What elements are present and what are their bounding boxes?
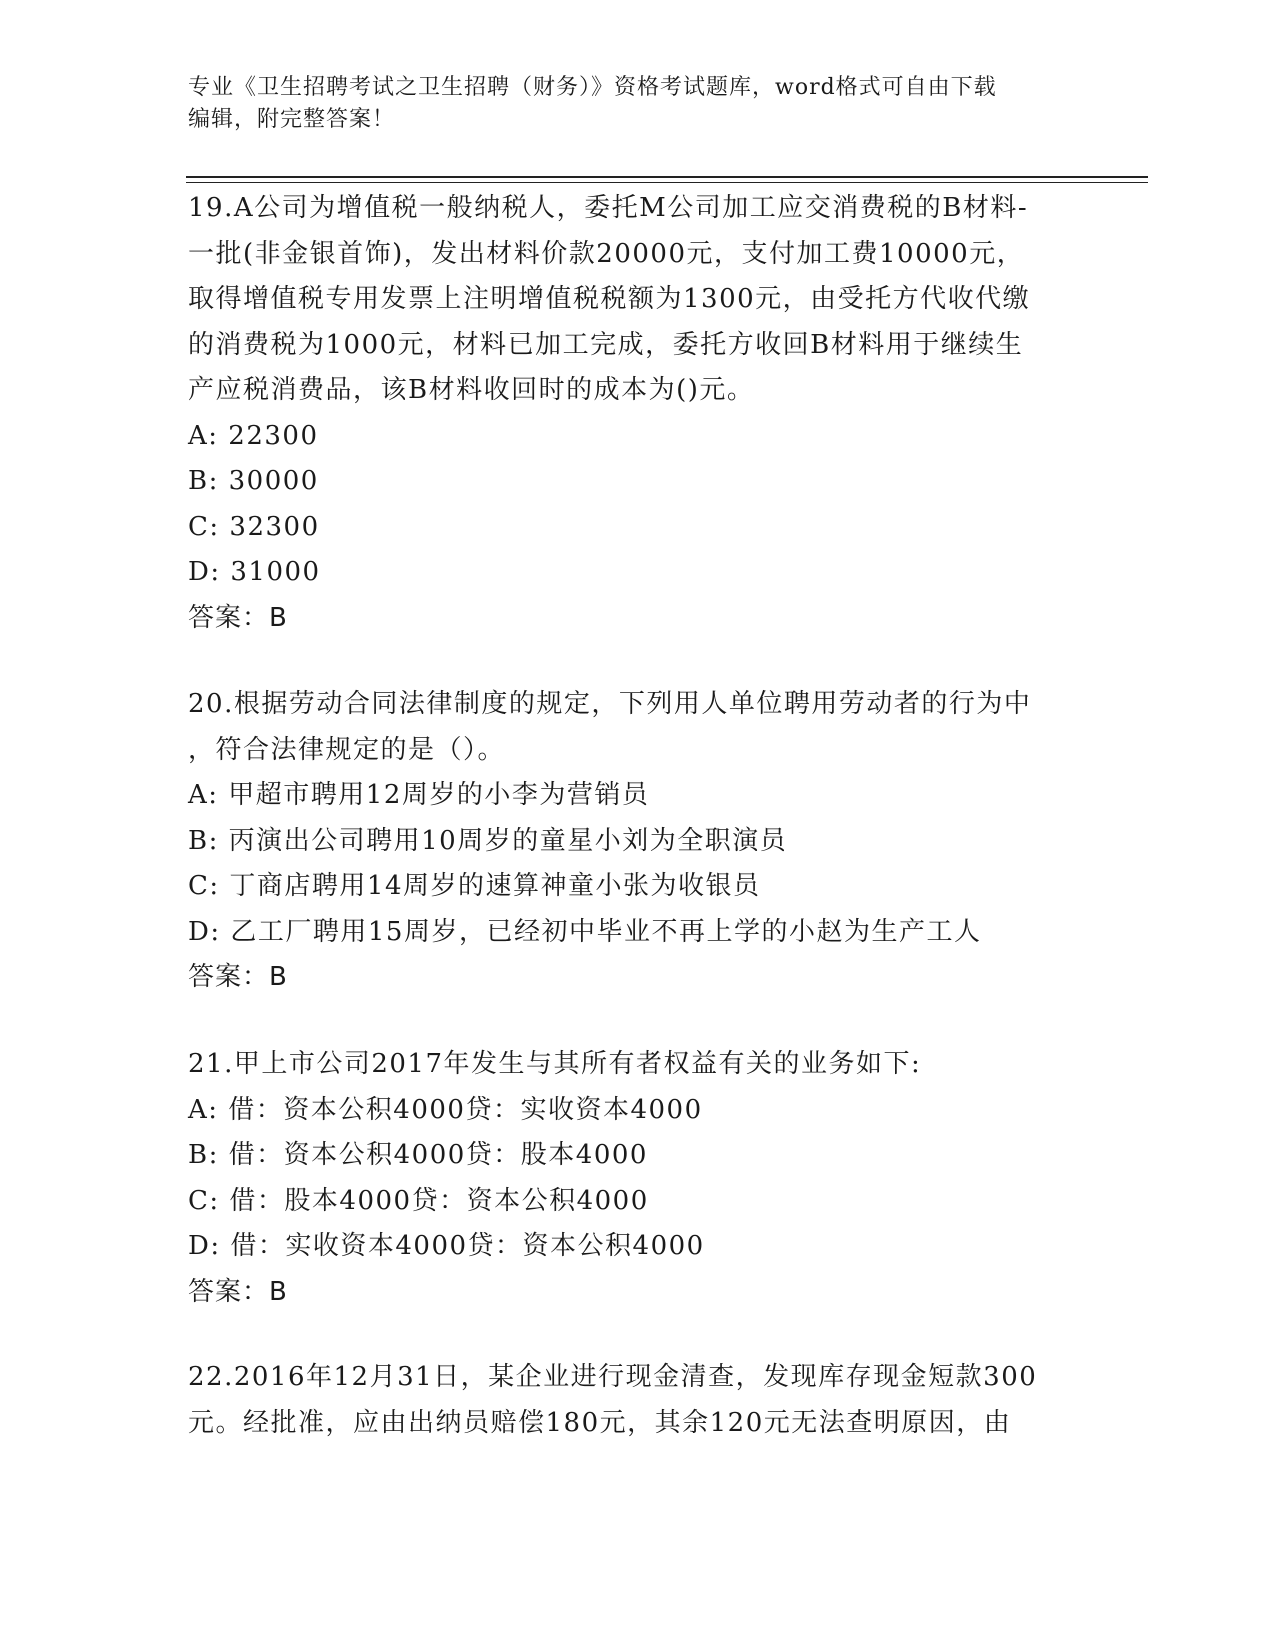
question-text-line: 产应税消费品，该B材料收回时的成本为()元。 [188, 375, 755, 405]
option-d: D: 乙工厂聘用15周岁，已经初中毕业不再上学的小赵为生产工人 [188, 916, 982, 947]
option-a: A: 借：资本公积4000贷：实收资本4000 [188, 1094, 703, 1125]
header-divider-thin [186, 182, 1148, 183]
option-c: C: 借：股本4000贷：资本公积4000 [188, 1185, 649, 1216]
page-header [188, 72, 1088, 136]
question-text-line: 取得增值税专用发票上注明增值税税额为1300元，由受托方代收代缴 [188, 284, 1031, 314]
option-d: D: 31000 [188, 557, 321, 587]
answer: 答案：B [188, 602, 288, 633]
header-line: 编辑，附完整答案！ [188, 107, 396, 132]
header-divider-thick [186, 176, 1148, 178]
header-line: 专业《卫生招聘考试之卫生招聘（财务）》资格考试题库，word格式可自由下载 [188, 75, 997, 100]
question-text-line: 元。经批准，应由出纳员赔偿180元，其余120元无法查明原因，由 [188, 1407, 1012, 1438]
question-text-line: 22.2016年12月31日，某企业进行现金清查，发现库存现金短款300 [188, 1362, 1038, 1392]
option-c: C: 32300 [188, 511, 320, 542]
option-a: A: 22300 [188, 420, 319, 451]
question-21 [188, 1042, 1088, 1315]
question-text-line: 一批(非金银首饰)，发出材料价款20000元，支付加工费10000元， [188, 238, 1025, 269]
option-a: A: 甲超市聘用12周岁的小李为营销员 [188, 780, 650, 810]
question-text-line: 的消费税为1000元，材料已加工完成，委托方收回B材料用于继续生 [188, 329, 1024, 360]
question-text-line: 20.根据劳动合同法律制度的规定，下列用人单位聘用劳动者的行为中 [188, 689, 1032, 719]
question-text-line: ，符合法律规定的是（）。 [188, 734, 506, 765]
answer: 答案：B [188, 1276, 288, 1307]
question-19 [188, 186, 1088, 641]
question-20 [188, 682, 1088, 1001]
question-22 [188, 1355, 1088, 1446]
answer: 答案：B [188, 962, 288, 992]
option-d: D: 借：实收资本4000贷：资本公积4000 [188, 1231, 705, 1261]
option-b: B: 30000 [188, 466, 319, 496]
option-c: C: 丁商店聘用14周岁的速算神童小张为收银员 [188, 871, 761, 901]
option-b: B: 借：资本公积4000贷：股本4000 [188, 1140, 648, 1170]
question-text-line: 21.甲上市公司2017年发生与其所有者权益有关的业务如下: [188, 1049, 922, 1079]
option-b: B: 丙演出公司聘用10周岁的童星小刘为全职演员 [188, 825, 788, 856]
question-text-line: 19.A公司为增值税一般纳税人，委托M公司加工应交消费税的B材料- [188, 193, 1029, 223]
